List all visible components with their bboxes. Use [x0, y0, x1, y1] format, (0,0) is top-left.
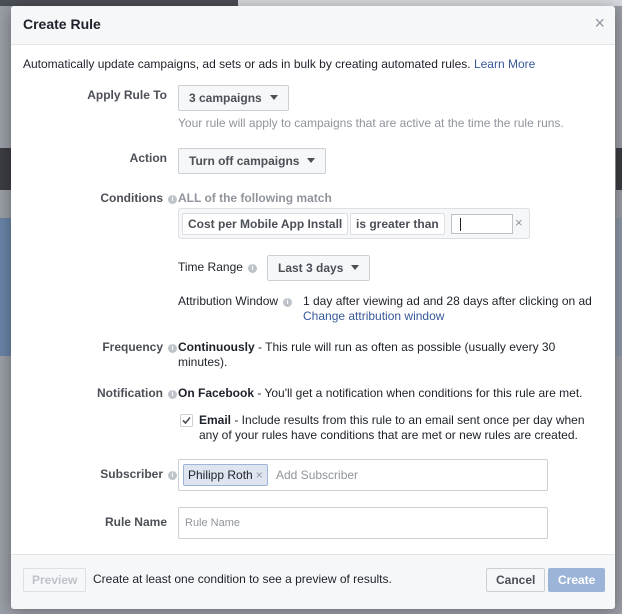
frequency-description — [178, 340, 598, 370]
subscriber-label-text: Subscriber — [100, 467, 163, 481]
remove-subscriber-icon[interactable]: × — [255, 468, 263, 482]
rule-name-field[interactable] — [178, 507, 548, 539]
info-icon[interactable]: i — [168, 390, 177, 399]
subscriber-token — [183, 464, 268, 486]
checkmark-icon — [182, 416, 191, 425]
dialog-footer — [11, 554, 615, 609]
frequency-text-1: - This rule will run as often as possible (usually every 30 — [254, 340, 556, 354]
time-range-dropdown[interactable] — [267, 255, 370, 281]
cancel-button[interactable]: Cancel — [486, 568, 545, 592]
condition-operator[interactable]: is greater than — [350, 213, 445, 235]
intro-text — [23, 57, 535, 71]
email-text-2: any of your rules have conditions that are met or new rules are created. — [199, 428, 578, 442]
attribution-label-text: Attribution Window — [178, 294, 279, 308]
preview-message: Create at least one condition to see a preview of results. — [93, 572, 392, 586]
time-range-value: Last 3 days — [278, 261, 344, 275]
frequency-text-2: minutes). — [178, 355, 228, 369]
create-button[interactable]: Create — [548, 568, 605, 592]
text-cursor — [460, 218, 461, 231]
info-icon[interactable]: i — [168, 471, 177, 480]
apply-rule-to-help: Your rule will apply to campaigns that are active at the time the rule runs. — [178, 116, 564, 130]
create-rule-dialog — [11, 6, 615, 608]
email-text-1: - Include results from this rule to an email sent once per day when — [231, 413, 585, 427]
conditions-label — [100, 191, 177, 205]
backdrop-band-right — [616, 148, 622, 190]
attribution-label — [178, 294, 292, 309]
subscriber-label — [100, 467, 177, 481]
condition-value-input[interactable] — [451, 214, 513, 234]
notification-label — [97, 386, 177, 400]
chevron-down-icon — [351, 265, 359, 270]
close-icon[interactable]: × — [594, 13, 605, 33]
chevron-down-icon — [270, 95, 278, 100]
attribution-value: 1 day after viewing ad and 28 days after clicking on ad — [303, 294, 592, 308]
dialog-header — [11, 6, 615, 45]
conditions-match-text: ALL of the following match — [178, 191, 332, 205]
frequency-value: Continuously — [178, 340, 255, 354]
intro-description: Automatically update campaigns, ad sets or ads in bulk by creating automated rules. — [23, 57, 471, 71]
subscriber-field[interactable] — [178, 459, 548, 491]
time-range-label — [178, 260, 257, 275]
chevron-down-icon — [307, 158, 315, 163]
condition-row — [178, 208, 530, 239]
apply-rule-to-value: 3 campaigns — [189, 91, 262, 105]
info-icon[interactable]: i — [168, 195, 177, 204]
info-icon[interactable]: i — [168, 344, 177, 353]
subscriber-token-name: Philipp Roth — [188, 468, 253, 482]
email-checkbox[interactable] — [180, 414, 193, 427]
rule-name-placeholder: Rule Name — [185, 517, 241, 529]
condition-metric[interactable]: Cost per Mobile App Install — [182, 213, 348, 235]
apply-rule-to-label: Apply Rule To — [87, 88, 167, 102]
frequency-label-text: Frequency — [102, 340, 163, 354]
notification-description — [178, 386, 583, 401]
action-label: Action — [129, 151, 167, 165]
apply-rule-to-dropdown[interactable] — [178, 85, 289, 111]
email-description — [199, 413, 609, 443]
conditions-label-text: Conditions — [100, 191, 163, 205]
action-value: Turn off campaigns — [189, 154, 300, 168]
preview-button[interactable]: Preview — [23, 568, 86, 592]
rule-name-label: Rule Name — [104, 515, 167, 529]
info-icon[interactable]: i — [248, 264, 257, 273]
learn-more-link[interactable]: Learn More — [473, 57, 536, 71]
dialog-title: Create Rule — [23, 16, 101, 32]
remove-condition-icon[interactable]: × — [515, 215, 523, 230]
frequency-label — [102, 340, 177, 354]
backdrop-panel-right — [616, 218, 622, 356]
time-range-label-text: Time Range — [178, 260, 243, 274]
info-icon[interactable]: i — [283, 298, 292, 307]
action-dropdown[interactable] — [178, 148, 326, 174]
add-subscriber-placeholder: Add Subscriber — [276, 468, 359, 482]
notification-value: On Facebook — [178, 386, 255, 400]
notification-label-text: Notification — [97, 386, 163, 400]
change-attribution-link[interactable]: Change attribution window — [303, 309, 445, 323]
notification-text: - You'll get a notification when conditions for this rule are met. — [254, 386, 583, 400]
email-label: Email — [199, 413, 232, 427]
